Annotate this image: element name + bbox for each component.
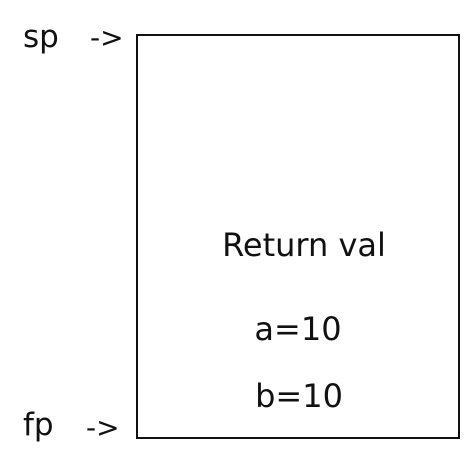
return-value-entry: Return val	[222, 226, 386, 264]
fp-label: fp	[23, 407, 54, 443]
stack-frame-box	[136, 34, 460, 439]
fp-arrow: ->	[86, 411, 120, 444]
variable-b-entry: b=10	[255, 377, 343, 415]
sp-label: sp	[23, 19, 59, 55]
variable-a-entry: a=10	[254, 310, 342, 348]
sp-arrow: ->	[90, 21, 124, 54]
